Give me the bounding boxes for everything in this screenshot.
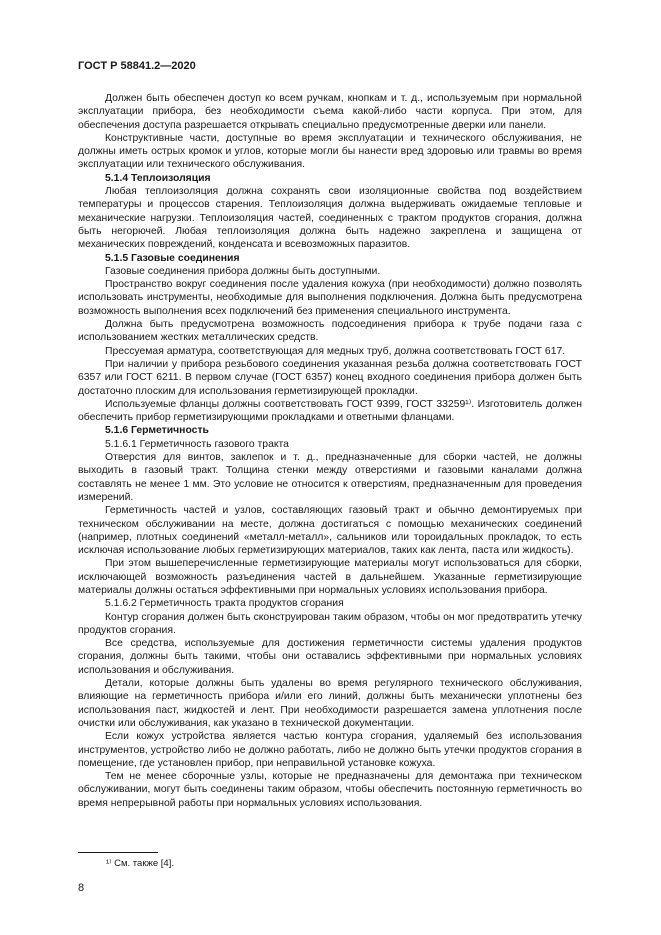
section-heading: 5.1.4 Теплоизоляция — [105, 172, 211, 184]
paragraph: При этом вышеперечисленные герметизирующие материалы могут использоваться для сборки, исключающей возможность разъединения частей в дальнейшем. Указанные герметизирующие материалы должны остаться эффективными при нормальных условиях использования прибора. — [78, 558, 582, 596]
paragraph: Используемые фланцы должны соответствовать ГОСТ 9399, ГОСТ 33259¹⁾. Изготовитель должен обеспечить прибор герметизирующими прокладками и ответными фланцами. — [78, 398, 582, 424]
section-heading: 5.1.5 Газовые соединения — [105, 252, 240, 264]
footnote-divider — [78, 852, 158, 853]
paragraph: Пространство вокруг соединения после удаления кожуха (при необходимости) должно позволять использовать инструменты, необходимые для выполнения подключения. Должна быть предусмотрена возможность выполнения всех подключений без применения специального инструмента. — [78, 279, 582, 317]
paragraph: Должен быть обеспечен доступ ко всем ручкам, кнопкам и т. д., используемым при нормальной эксплуатации прибора, без необходимости съема какой-либо части корпуса. При этом, для обеспечения доступа разрешается открывать специально предусмотренные дверки или панели. — [78, 93, 582, 131]
footnote: ¹⁾ См. также [4]. — [106, 858, 174, 869]
paragraph: Детали, которые должны быть удалены во время регулярного технического обслуживания, влияющие на герметичность прибора и/или его линий, должны быть механически уплотнены без использования паст, жидкостей и лент. При необходимости разрешается замена уплотнения после очистки или обслуживания, как указано в технической документации. — [78, 678, 582, 729]
paragraph: Конструктивные части, доступные во время эксплуатации и технического обслуживания, не должны иметь острых кромок и углов, которые могли бы нанести вред здоровью или травмы во время эксплуатации или технического обслуживания. — [78, 132, 582, 171]
page-number: 8 — [78, 882, 85, 894]
section-heading: 5.1.6 Герметичность — [105, 425, 209, 437]
subsection-heading: 5.1.6.2 Герметичность тракта продуктов сгорания — [105, 598, 344, 610]
paragraph: Герметичность частей и узлов, составляющих газовый тракт и обычно демонтируемых при техническом обслуживании на месте, должна достигаться с помощью механических соединений (например, плотных соединений «металл-металл», сальников или тороидальных прокладок, то есть исключая использование любых герметизирующих материалов, таких как лента, паста или жидкость). — [78, 505, 582, 557]
document-body — [78, 92, 582, 810]
paragraph: Если кожух устройства является частью контура сгорания, удаляемый без использования инструментов, устройство либо не должно работать, либо не должно быть утечки продуктов сгорания в помещение, где установлен прибор, при неправильной установке кожуха. — [78, 731, 582, 769]
document-header: ГОСТ Р 58841.2—2020 — [78, 60, 196, 72]
paragraph: Должна быть предусмотрена возможность подсоединения прибора к трубе подачи газа с использованием жестких металлических средств. — [78, 319, 582, 344]
subsection-heading: 5.1.6.1 Герметичность газового тракта — [105, 438, 289, 450]
paragraph: Все средства, используемые для достижения герметичности системы удаления продуктов сгорания, должны быть такими, чтобы они оставались эффективными при нормальных условиях использования и обслуживания. — [78, 638, 582, 676]
paragraph: Тем не менее сборочные узлы, которые не предназначены для демонтажа при техническом обслуживании, могут быть соединены таким образом, чтобы обеспечить постоянную герметичность во время непрерывной работы при нормальных условиях использования. — [78, 771, 582, 809]
paragraph: Газовые соединения прибора должны быть доступными. — [105, 265, 381, 277]
paragraph: Прессуемая арматура, соответствующая для медных труб, должна соответствовать ГОСТ 617. — [105, 345, 566, 357]
paragraph: Отверстия для винтов, заклепок и т. д., предназначенные для сборки частей, не должны выходить в газовый тракт. Толщина стенки между отверстиями и газовыми каналами должна составлять не менее 1 мм. Это условие не относится к отверстиям, предназначенным для проведения измерений. — [78, 452, 582, 503]
paragraph: При наличии у прибора резьбового соединения указанная резьба должна соответствовать ГОСТ 6357 или ГОСТ 6211. В первом случае (ГОСТ 6357) конец входного соединения прибора должен быть достаточно плоским для использования герметизирующей прокладки. — [78, 358, 582, 397]
paragraph: Любая теплоизоляция должна сохранять свои изоляционные свойства под воздействием температуры и процессов старения. Теплоизоляция должна выдерживать ожидаемые тепловые и механические нагрузки. Теплоизоляция частей, соединенных с трактом продуктов сгорания, должна быть негорючей. Любая теплоизоляция должна быть надежно закреплена и защищена от механических повреждений, конденсата и всевозможных паразитов. — [78, 186, 582, 251]
paragraph: Контур сгорания должен быть сконструирован таким образом, чтобы он мог предотвратить утечку продуктов сгорания. — [78, 611, 582, 636]
